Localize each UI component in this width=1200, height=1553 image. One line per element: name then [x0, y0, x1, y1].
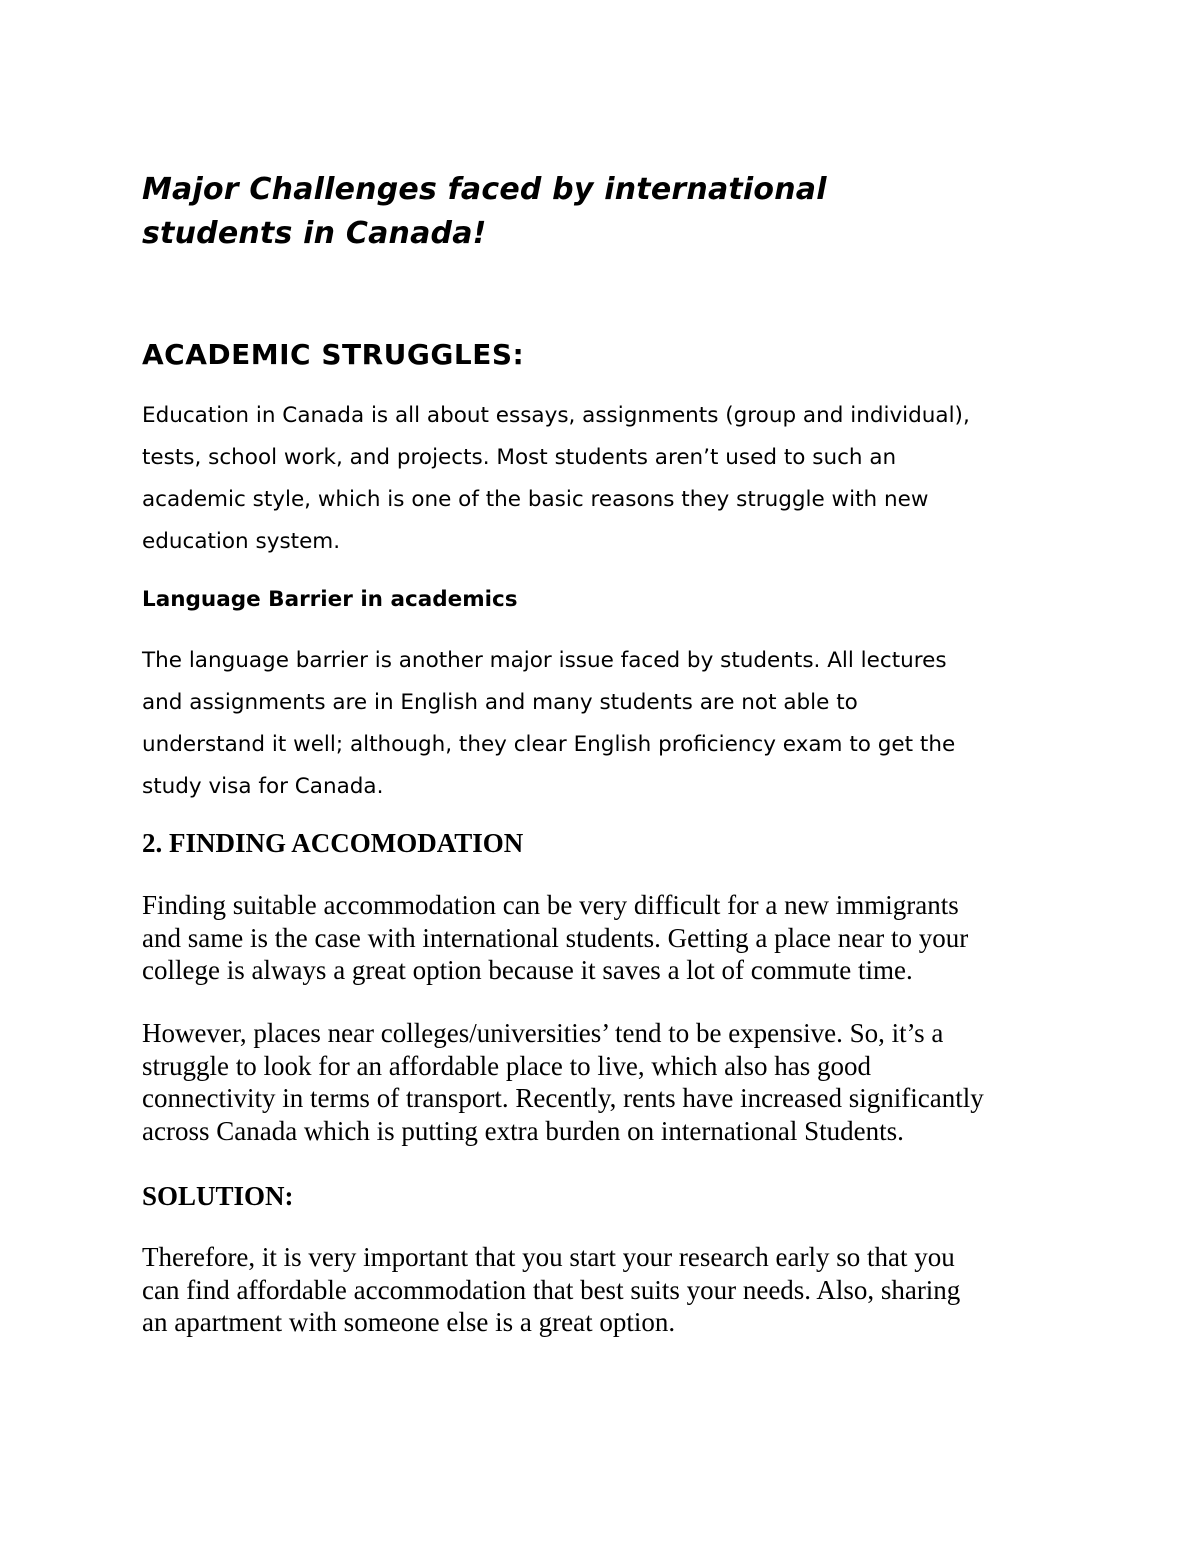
- paragraph-line: Finding suitable accommodation can be very difficult for a new immigrants: [142, 890, 959, 920]
- subheading-language-barrier: Language Barrier in academics: [142, 587, 518, 612]
- paragraph-line: study visa for Canada.: [142, 774, 384, 799]
- paragraph-line: academic style, which is one of the basic reasons they struggle with new: [142, 487, 929, 512]
- title-line: students in Canada!: [142, 216, 487, 251]
- paragraph-academic: [142, 395, 970, 563]
- paragraph-line: However, places near colleges/universities’ tend to be expensive. So, it’s a: [142, 1018, 944, 1048]
- paragraph-line: The language barrier is another major issue faced by students. All lectures: [142, 648, 947, 673]
- paragraph-accommodation: [142, 889, 968, 987]
- paragraph-expenses: [142, 1017, 984, 1147]
- paragraph-line: across Canada which is putting extra burden on international Students.: [142, 1115, 904, 1146]
- paragraph-line: education system.: [142, 529, 341, 554]
- paragraph-solution: [142, 1241, 960, 1339]
- section-heading-solution: SOLUTION:: [142, 1181, 294, 1211]
- section-heading-finding-accomodation: 2. FINDING ACCOMODATION: [142, 828, 524, 858]
- section-heading-academic-struggles: ACADEMIC STRUGGLES:: [142, 338, 525, 371]
- title-line: Major Challenges faced by international: [142, 172, 827, 207]
- paragraph-line: understand it well; although, they clear English proficiency exam to get the: [142, 732, 956, 757]
- paragraph-language-barrier: [142, 640, 955, 808]
- paragraph-line: tests, school work, and projects. Most students aren’t used to such an: [142, 445, 897, 470]
- paragraph-line: can find affordable accommodation that best suits your needs. Also, sharing: [142, 1274, 961, 1305]
- paragraph-line: college is always a great option because it saves a lot of commute time.: [142, 955, 913, 985]
- document-title: [142, 168, 827, 256]
- paragraph-line: and same is the case with international students. Getting a place near to your: [142, 922, 969, 953]
- paragraph-line: an apartment with someone else is a great option.: [142, 1307, 676, 1337]
- paragraph-line: Therefore, it is very important that you start your research early so that you: [142, 1242, 955, 1272]
- paragraph-line: connectivity in terms of transport. Recently, rents have increased significantly: [142, 1083, 984, 1113]
- paragraph-line: Education in Canada is all about essays, assignments (group and individual),: [142, 403, 970, 428]
- paragraph-line: and assignments are in English and many students are not able to: [142, 690, 858, 715]
- paragraph-line: struggle to look for an affordable place to live, which also has good: [142, 1050, 872, 1081]
